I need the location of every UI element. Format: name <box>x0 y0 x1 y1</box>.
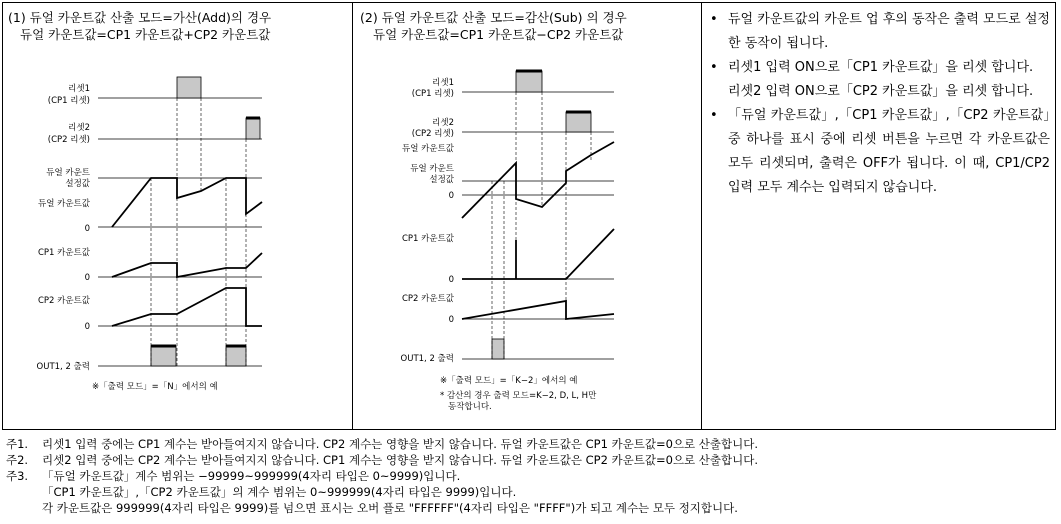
cp2-count-trace <box>112 288 262 326</box>
reset2-sub-label: (CP2 리셋) <box>47 135 90 145</box>
cp1-count-label: CP1 카운트값 <box>37 248 90 258</box>
footnotes <box>6 436 758 516</box>
out-pulse <box>492 339 504 359</box>
reset1-pulse <box>177 77 201 98</box>
reset2-sub-label: (CP2 리셋) <box>411 129 454 139</box>
cp2-zero-label: 0 <box>84 322 90 332</box>
bullet-item: • 리셋1 입력 ON으로「CP1 카운트값」을 리셋 합니다. 리셋2 입력 ON으로「CP2 카운트값」을 리셋 합니다. <box>710 60 1034 99</box>
middle-note-1: ※「출력 모드」=「K−2」에서의 예 <box>440 376 578 386</box>
reset1-sub-label: (CP1 리셋) <box>47 96 90 106</box>
left-note: ※「출력 모드」=「N」에서의 예 <box>92 382 218 392</box>
left-formula: 듀얼 카운트값=CP1 카운트값+CP2 카운트값 <box>20 27 271 42</box>
dual-count-label: 듀얼 카운트값 <box>402 144 454 154</box>
reset1-pulse <box>516 71 542 92</box>
cp1-zero-label: 0 <box>84 273 90 283</box>
dual-setpoint-label: 듀얼 카운트 <box>46 168 90 178</box>
out-label: OUT1, 2 출력 <box>36 362 90 372</box>
reset1-label: 리셋1 <box>432 78 454 88</box>
bullet-item: • 「듀얼 카운트값」,「CP1 카운트값」,「CP2 카운트값」중 하나를 표시 중에 리셋 버튼을 누르면 각 카운트값은 모두 리셋되며, 출력은 OFF가 됩니다. 이 때, CP1/CP2 입력 모두 계수는 입력되지 않습니다. <box>710 108 1050 195</box>
dual-zero-label: 0 <box>448 191 454 201</box>
reset2-pulse <box>246 118 260 139</box>
cp1-count-label: CP1 카운트값 <box>401 234 454 244</box>
explanation-notes <box>710 8 1050 200</box>
dual-zero-label: 0 <box>84 224 90 234</box>
reset1-label: 리셋1 <box>68 84 90 94</box>
divider-2 <box>701 2 702 430</box>
footnote-2: 주2. 리셋2 입력 중에는 CP2 계수는 받아들여지지 않습니다. CP1 계수는 영향을 받지 않습니다. 듀얼 카운트값은 CP2 카운트값=0으로 산출합니다. <box>6 453 759 467</box>
add-mode-timing-diagram <box>0 0 352 430</box>
middle-formula: 듀얼 카운트값=CP1 카운트값−CP2 카운트값 <box>373 27 624 42</box>
reset2-label: 리셋2 <box>432 118 454 128</box>
left-title: (1) 듀얼 카운트값 산출 모드=가산(Add)의 경우 <box>8 10 272 25</box>
out-label: OUT1, 2 출력 <box>400 354 454 364</box>
dual-count-trace <box>112 178 262 227</box>
cp2-count-trace <box>462 301 614 319</box>
cp1-zero-label: 0 <box>448 275 454 285</box>
cp1-count-trace <box>112 253 262 277</box>
reset2-pulse <box>566 112 591 132</box>
dual-count-label: 듀얼 카운트값 <box>38 199 90 209</box>
dual-setpoint-label-2: 설정값 <box>429 175 454 185</box>
reset2-label: 리셋2 <box>68 123 90 133</box>
middle-title: (2) 듀얼 카운트값 산출 모드=감산(Sub) 의 경우 <box>360 10 627 25</box>
cp2-count-label: CP2 카운트값 <box>37 296 90 306</box>
footnote-1: 주1. 리셋1 입력 중에는 CP1 계수는 받아들여지지 않습니다. CP2 계수는 영향을 받지 않습니다. 듀얼 카운트값은 CP1 카운트값=0으로 산출합니다. <box>6 437 759 451</box>
dual-setpoint-label-2: 설정값 <box>65 179 90 189</box>
out-pulse-1 <box>151 346 176 366</box>
dual-setpoint-label: 듀얼 카운트 <box>410 164 454 174</box>
cp1-count-trace-base <box>462 229 614 279</box>
footnote-3-line-3: 각 카운트값은 999999(4자리 타입은 9999)를 넘으면 표시는 오버 플로 "FFFFFF"(4자리 타입은 "FFFF")가 되고 계수는 모두 정지합니다. <box>42 501 738 515</box>
footnote-3-line-2: 「CP1 카운트값」,「CP2 카운트값」의 계수 범위는 0~999999(4자리 타입은 9999)입니다. <box>42 485 517 499</box>
cp2-zero-label: 0 <box>448 315 454 325</box>
out-pulse-2 <box>226 346 246 366</box>
cp2-count-label: CP2 카운트값 <box>401 294 454 304</box>
bullet-item: • 듀얼 카운트값의 카운트 업 후의 동작은 출력 모드로 설정한 동작이 됩니다. <box>710 12 1050 51</box>
middle-note-2: * 감산의 경우 출력 모드=K−2, D, L, H만 <box>440 391 597 401</box>
middle-note-3: 동작합니다. <box>448 402 492 412</box>
sub-mode-timing-diagram <box>352 0 701 430</box>
footnote-3: 주3. 「듀얼 카운트값」계수 범위는 −99999~999999(4자리 타입은 0~9999)입니다. <box>6 469 461 483</box>
reset1-sub-label: (CP1 리셋) <box>411 89 454 99</box>
